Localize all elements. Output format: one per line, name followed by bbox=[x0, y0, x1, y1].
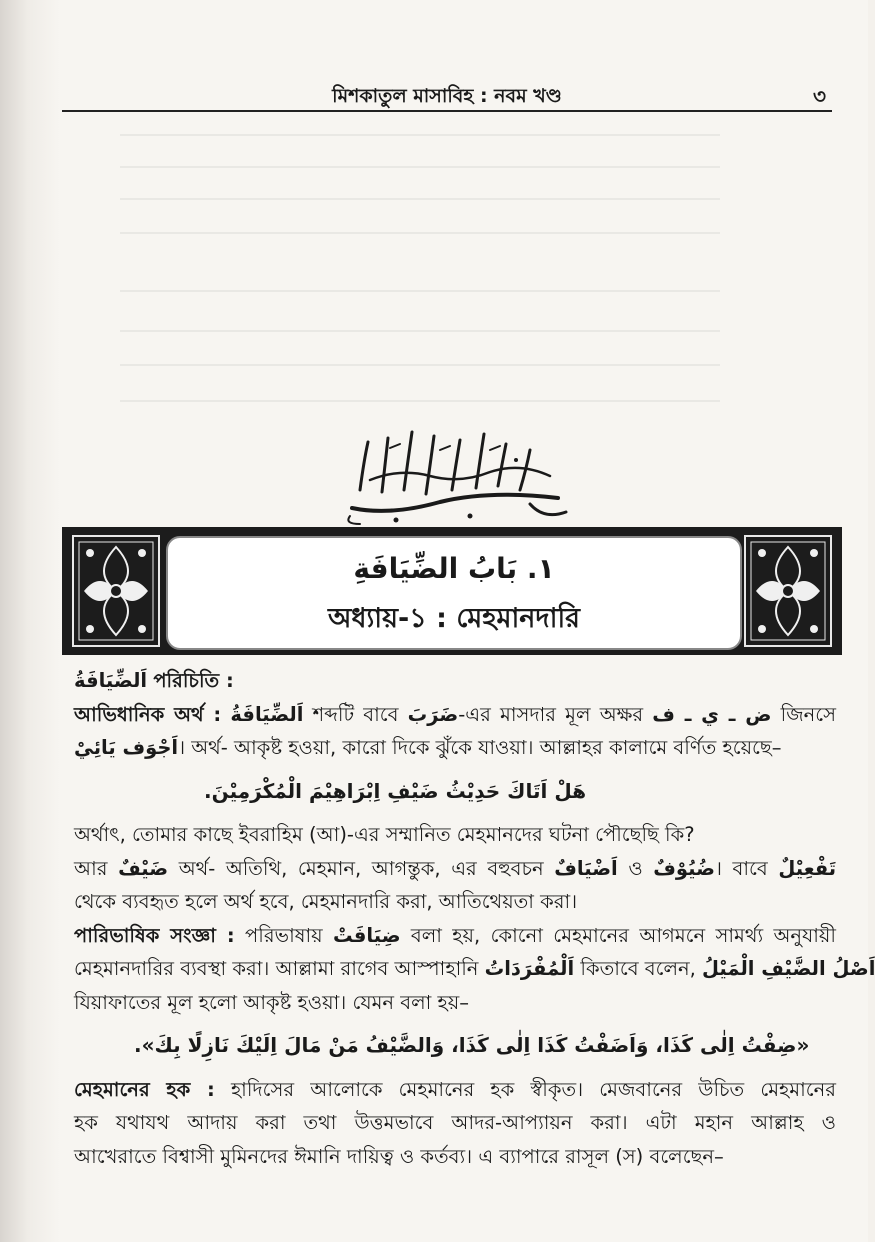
lexical-label: আভিধানিক অর্থ : bbox=[74, 702, 222, 726]
running-title: মিশকাতুল মাসাবিহ : নবম খণ্ড bbox=[332, 85, 562, 107]
technical-text: মেহমানদারির ব্যবস্থা করা। আল্লামা রাগেব আস্পাহানি bbox=[74, 957, 479, 980]
technical-label: পারিভাষিক সংজ্ঞা : bbox=[74, 923, 235, 947]
technical-line-3: যিয়াফাতের মূল হলো আকৃষ্ট হওয়া। যেমন বলা হয়– bbox=[74, 990, 469, 1014]
arabic-term: اَلضِّيَافَةُ bbox=[74, 669, 148, 692]
lexical-text: জিনসে bbox=[780, 702, 837, 726]
technical-line-2 bbox=[74, 952, 875, 986]
arabic-asl: اَصْلُ الضَّيْفِ الْمَيْلُ bbox=[702, 957, 875, 980]
body-text bbox=[74, 664, 875, 1173]
arabic-saying bbox=[74, 1029, 836, 1063]
arabic-duyuf: ضُيُوْفٌ bbox=[653, 856, 715, 880]
lexical-text: শব্দটি বাবে bbox=[312, 702, 399, 726]
arabic-bab: ضَرَبَ bbox=[407, 702, 459, 726]
chapter-bangla-title: অধ্যায়-১ : মেহমানদারি bbox=[327, 603, 581, 634]
lexical-text: -এর মাসদার মূল অক্ষর bbox=[458, 702, 644, 726]
bleed-through-line bbox=[120, 290, 720, 292]
arabic-jins: اَجْوَف يَائِيْ bbox=[74, 736, 179, 759]
arabic-tafil: تَفْعِيْلٌ bbox=[778, 856, 837, 880]
arabic-adyaf: اَضْيَافٌ bbox=[554, 856, 618, 880]
chapter-banner bbox=[62, 527, 842, 655]
bleed-through-line bbox=[120, 166, 720, 168]
quran-verse-text: هَلْ اَتَاكَ حَدِيْثُ ضَيْفِ اِبْرَاهِيْمَ الْمُكْرَمِيْنَ. bbox=[204, 778, 587, 803]
dayf-text: আর bbox=[74, 856, 108, 880]
bleed-through-line bbox=[120, 330, 720, 332]
dayf-line-2: থেকে ব্যবহৃত হলে অর্থ হবে, মেহমানদারি করা, আতিথেয়তা করা। bbox=[74, 890, 578, 913]
bleed-through-line bbox=[120, 364, 720, 366]
lexical-line-2 bbox=[74, 731, 836, 765]
dayf-text: অর্থ- অতিথি, মেহমান, আগন্তুক, এর বহুবচন bbox=[178, 856, 544, 880]
dayf-text: । বাবে bbox=[714, 856, 768, 880]
intro-heading: পরিচিতি : bbox=[153, 669, 234, 692]
rights-line-2: হক যথাযথ আদায় করা তথা উত্তমভাবে আদর-আপ্যায়ন করা। এটা মহান আল্লাহ ও bbox=[74, 1111, 836, 1134]
arabic-diyafat: ضِيَافَتْ bbox=[333, 923, 401, 947]
root-letters: ض ـ ي ـ ف bbox=[652, 702, 772, 726]
arabic-saying-text: «ضِفْتُ اِلٰى كَذَا، وَاَضَفْتُ كَذَا اِلٰى كَذَا، وَالضَّيْفُ مَنْ مَالَ اِلَيْكَ نَازِلًا بِكَ». bbox=[134, 1033, 810, 1057]
quran-verse bbox=[74, 775, 836, 809]
bleed-through-line bbox=[120, 198, 720, 200]
dayf-line-1 bbox=[74, 852, 836, 886]
dayf-text: ও bbox=[628, 856, 643, 880]
running-header bbox=[62, 80, 832, 112]
bleed-through-line bbox=[120, 232, 720, 234]
arabic-mufradat: اَلْمُفْرَدَاتُ bbox=[484, 957, 575, 980]
rights-text: হাদিসের আলোকে মেহমানের হক স্বীকৃত। মেজবানের উচিত মেহমানের bbox=[230, 1077, 836, 1101]
rights-line-3: আখেরাতে বিশ্বাসী মুমিনদের ঈমানি দায়িত্ব ও কর্তব্য। এ ব্যাপারে রাসূল (স) বলেছেন– bbox=[74, 1144, 724, 1168]
floral-ornament-icon bbox=[70, 533, 162, 649]
translation-line: অর্থাৎ, তোমার কাছে ইবরাহিম (আ)-এর সম্মানিত মেহমানদের ঘটনা পৌছেছি কি? bbox=[74, 823, 695, 846]
technical-text: বলা হয়, কোনো মেহমানের আগমনে সামর্থ্য অনুযায়ী bbox=[410, 923, 836, 947]
technical-text: কিতাবে বলেন, bbox=[580, 957, 696, 980]
chapter-arabic-title: ١. بَابُ الضِّيَافَةِ bbox=[353, 552, 555, 585]
arabic-dayf: ضَيْفٌ bbox=[118, 856, 169, 880]
rights-line-1 bbox=[74, 1073, 836, 1107]
lexical-line-1 bbox=[74, 698, 836, 732]
lexical-text: । অর্থ- আকৃষ্ট হওয়া, কারো দিকে ঝুঁকে যাওয়া। আল্লাহর কালামে বর্ণিত হয়েছে– bbox=[178, 736, 782, 759]
technical-line-1 bbox=[74, 919, 836, 953]
bismillah-calligraphy bbox=[330, 420, 580, 530]
intro-heading-line bbox=[74, 664, 836, 698]
bleed-through-line bbox=[120, 134, 720, 136]
arabic-word: اَلضِّيَافَةُ bbox=[230, 702, 304, 726]
chapter-title-box bbox=[166, 536, 742, 650]
bleed-through-line bbox=[120, 400, 720, 402]
floral-ornament-icon bbox=[742, 533, 834, 649]
rights-label: মেহমানের হক : bbox=[74, 1077, 215, 1101]
page-number: ৩ bbox=[812, 84, 826, 108]
technical-text: পরিভাষায় bbox=[245, 923, 323, 947]
